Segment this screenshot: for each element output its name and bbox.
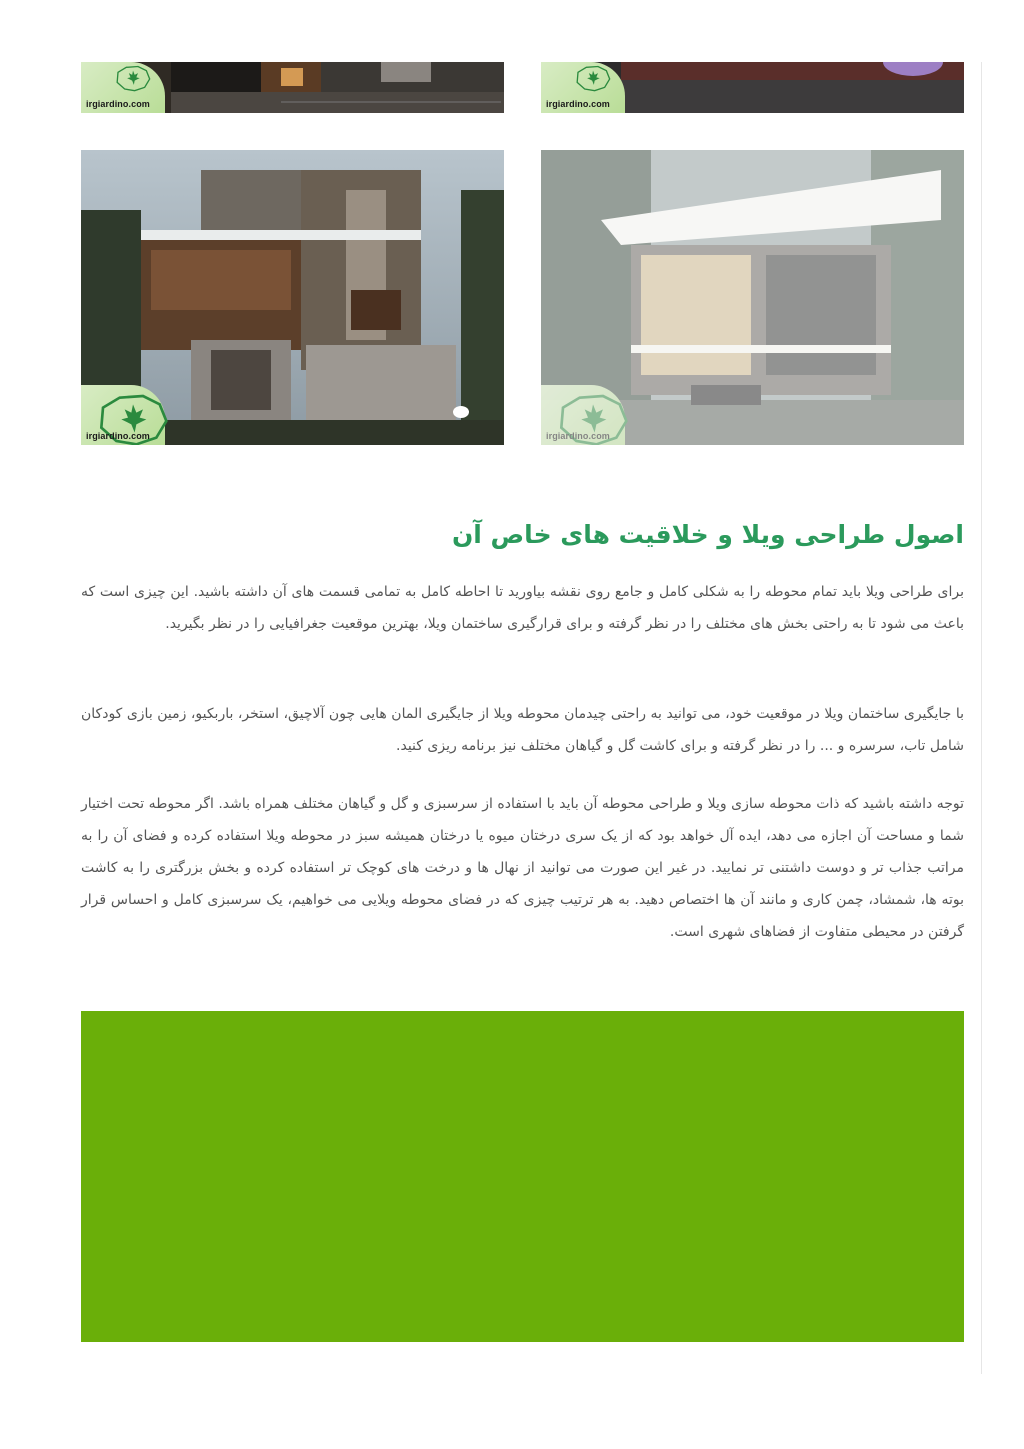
villa-photo-top-right — [541, 62, 964, 113]
article-paragraph: برای طراحی ویلا باید تمام محوطه را به شکلی کامل و جامع روی نقشه بیاورید تا احاطه کامل به تمامی قسمت های آن داشته باشید. این چیزی است که باعث می شود تا به راحتی بخش های مختلف را در نظر گرفته و برای قرارگیری ساختمان ویلا، بهترین موقعیت جغرافیایی را در نظر بگیرید. — [81, 584, 964, 632]
logo-text: irgiardino.com — [546, 431, 610, 441]
logo-text: irgiardino.com — [86, 99, 150, 109]
villa-photo-modern-glass — [541, 150, 964, 445]
green-banner-block — [81, 1011, 964, 1342]
irgiardino-logo-badge — [541, 385, 625, 445]
villa-photo-modern-stone — [81, 150, 504, 445]
iran-map-maple-leaf-icon — [551, 64, 635, 94]
logo-text: irgiardino.com — [546, 99, 610, 109]
article-heading: اصول طراحی ویلا و خلاقیت های خاص آن — [451, 520, 964, 549]
irgiardino-logo-badge — [541, 62, 625, 113]
irgiardino-logo-badge — [81, 62, 165, 113]
iran-map-maple-leaf-icon — [91, 64, 175, 94]
villa-photo-top-left — [81, 62, 504, 113]
article-paragraph: توجه داشته باشید که ذات محوطه سازی ویلا و طراحی محوطه آن باید با استفاده از سرسبزی و گل و گیاهان مختلف همراه باشد. اگر محوطه تحت اختیار شما و مساحت آن اجازه می دهد، ایده آل خواهد بود که از یک سری درختان میوه یا درختان همیشه سبز در محوطه ویلا استفاده کرده و فضای آن را به مراتب جذاب تر و دوست داشتنی تر نمایید. در غیر این صورت می توانید از نهال ها و درخت های کوچک تر استفاده کرده و بخش بزرگتری را به کاشت بوته ها، شمشاد، چمن کاری و مانند آن ها اختصاص دهید. به هر ترتیب چیزی که در فضای محوطه ویلایی می خواهیم، یک سرسبزی کامل و احساس قرار گرفتن در محیطی متفاوت از فضاهای شهری است. — [81, 796, 964, 940]
irgiardino-logo-badge — [81, 385, 165, 445]
logo-text: irgiardino.com — [86, 431, 150, 441]
page-right-border — [981, 62, 982, 1374]
article-paragraph: با جایگیری ساختمان ویلا در موقعیت خود، می توانید به راحتی چیدمان محوطه ویلا از جایگیری المان هایی چون آلاچیق، استخر، باربکیو، زمین بازی کودکان شامل تاب، سرسره و ... را در نظر گرفته و برای کاشت گل و گیاهان مختلف نیز برنامه ریزی کنید. — [81, 706, 964, 754]
